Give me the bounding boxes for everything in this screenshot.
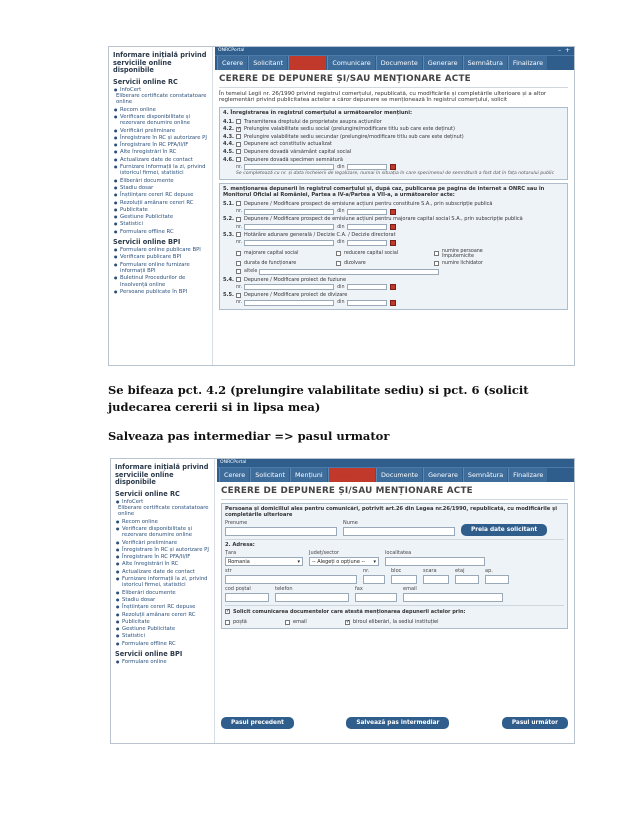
din-label: din bbox=[337, 300, 345, 306]
sidebar-section-rc: Servicii online RC bbox=[113, 77, 178, 86]
scara-input[interactable] bbox=[423, 575, 449, 584]
option-checkbox[interactable] bbox=[236, 201, 241, 206]
save-intermediate-button[interactable]: Salvează pas intermediar bbox=[346, 717, 449, 729]
nume-field bbox=[343, 520, 455, 536]
option-number: 4.4. bbox=[223, 141, 234, 148]
sidebar-item[interactable]: ● Gestiune Publicitate bbox=[113, 214, 212, 220]
main-panel bbox=[217, 459, 574, 743]
option-row bbox=[223, 276, 564, 284]
option-row bbox=[223, 141, 564, 149]
sidebar-item[interactable]: ● Eliberări documente bbox=[113, 178, 212, 184]
sidebar-item[interactable]: ● Înregistrare în RC și autorizare PJ bbox=[113, 135, 212, 141]
sidebar-item[interactable]: ● Formulare online bbox=[115, 659, 214, 665]
nr-label: nr. bbox=[236, 300, 243, 306]
sidebar-item[interactable]: ● Eliberări documente bbox=[115, 590, 214, 596]
option-checkbox[interactable] bbox=[434, 261, 439, 266]
option-number: 4.5. bbox=[223, 148, 234, 155]
din-label: din bbox=[337, 284, 345, 290]
birou-label: biroul eliberări, la sediul instituției bbox=[353, 619, 439, 626]
option-row bbox=[223, 133, 564, 141]
option-number: 4.3. bbox=[223, 133, 234, 140]
calendar-icon[interactable] bbox=[390, 224, 396, 230]
email-checkbox[interactable] bbox=[285, 620, 290, 625]
option-checkbox[interactable] bbox=[236, 157, 241, 162]
sidebar-item[interactable]: ● Publicitate bbox=[115, 619, 214, 625]
screenshot-depuneri bbox=[108, 46, 575, 366]
preia-date-button[interactable]: Preia date solicitant bbox=[461, 524, 547, 536]
sidebar-item[interactable]: ● Verificare publicare BPI bbox=[113, 254, 212, 260]
contact-row bbox=[225, 586, 564, 602]
option-label: majorare capital social bbox=[244, 251, 299, 257]
altele-row bbox=[223, 268, 564, 276]
nr-input[interactable] bbox=[244, 164, 334, 170]
sidebar-title: Informare inițială privind serviciile online disponibile bbox=[113, 51, 207, 75]
grid-option bbox=[336, 261, 434, 266]
date-input[interactable] bbox=[347, 164, 387, 170]
screenshot-comunicare bbox=[110, 458, 575, 744]
option-number: 5.5. bbox=[223, 292, 234, 299]
prenume-field bbox=[225, 520, 337, 536]
nr-field bbox=[363, 568, 385, 584]
page-title: CERERE DE DEPUNERE ȘI/SAU MENȚIONARE ACTE bbox=[219, 74, 568, 88]
etaj-label: etaj bbox=[455, 568, 465, 574]
location-row bbox=[225, 550, 564, 566]
sidebar-item[interactable]: ● Publicitate bbox=[113, 207, 212, 213]
nume-label: Nume bbox=[343, 520, 358, 526]
din-label: din bbox=[337, 164, 345, 170]
option-number: 5.1. bbox=[223, 200, 234, 207]
sidebar-item[interactable]: ● Înștiințare cereri RC depuse bbox=[115, 604, 214, 610]
option-row bbox=[223, 231, 564, 239]
date-input[interactable] bbox=[347, 224, 387, 230]
sidebar-item[interactable]: ● Verificări preliminare bbox=[113, 128, 212, 134]
option-row bbox=[223, 216, 564, 224]
sidebar-item[interactable]: ● Înregistrare în RC și autorizare PJ bbox=[115, 547, 214, 553]
calendar-icon[interactable] bbox=[390, 209, 396, 215]
option-checkbox[interactable] bbox=[236, 251, 241, 256]
fax-field bbox=[355, 586, 397, 602]
grid-option bbox=[336, 249, 434, 259]
fax-input[interactable] bbox=[355, 593, 397, 602]
judet-select[interactable] bbox=[309, 557, 379, 566]
nr-din-row bbox=[223, 239, 564, 247]
option-row bbox=[223, 291, 564, 299]
adresa-section bbox=[225, 539, 564, 602]
grid-option bbox=[434, 249, 514, 259]
delivery-options bbox=[225, 619, 564, 627]
nr-input[interactable] bbox=[244, 300, 334, 306]
option-label: Hotărâre adunare generală / Decizie C.A. / Decizie directorat bbox=[244, 231, 396, 238]
delivery-label: Solicit comunicarea documentelor care atestă menționarea depunerii actelor prin: bbox=[233, 608, 466, 615]
sidebar-item[interactable]: ● Verificări preliminare bbox=[115, 540, 214, 546]
tab-semnatura[interactable]: Semnătura bbox=[463, 56, 507, 70]
option-label: numire lichidator bbox=[442, 260, 483, 266]
cod-label: cod poștal bbox=[225, 586, 251, 592]
option-checkbox[interactable] bbox=[236, 217, 241, 222]
sidebar-item[interactable]: ● Gestiune Publicitate bbox=[115, 626, 214, 632]
sidebar-item[interactable]: ● Înregistrare în RC PFA/II/IF bbox=[113, 142, 212, 148]
email-label: email bbox=[403, 586, 417, 592]
sidebar-section-bpi: Servicii online BPI bbox=[115, 650, 183, 659]
option-number: 4.6. bbox=[223, 156, 234, 163]
option-label: Depunere / Modificare prospect de emisiune acțiuni pentru majorare capital social S.A., prin subscripție publică bbox=[244, 216, 523, 223]
tab-finalizare[interactable]: Finalizare bbox=[508, 468, 547, 482]
adresa-title: 2. Adresa: bbox=[225, 542, 255, 548]
option-checkbox[interactable] bbox=[236, 149, 241, 154]
sidebar-item[interactable]: ● InfoCert bbox=[113, 87, 212, 93]
telefon-field bbox=[275, 586, 349, 602]
tab-generare[interactable]: Generare bbox=[423, 56, 462, 70]
nr-din-row bbox=[223, 283, 564, 291]
option-checkbox[interactable] bbox=[236, 293, 241, 298]
sidebar-item[interactable]: ● Alte înregistrări în RC bbox=[113, 149, 212, 155]
option-checkbox[interactable] bbox=[236, 119, 241, 124]
section-5-title: 5. menționarea depunerii în registrul comerțului și, după caz, publicarea pe pagina de internet a ONRC sau în Monitorul Oficial al României, Partea a IV-a/Partea a VII-a, a următoarelor acte: bbox=[223, 185, 545, 198]
option-label: Depunere act constitutiv actualizat bbox=[244, 141, 332, 148]
option-label: numire persoane împuternicite bbox=[442, 248, 483, 259]
section-5-box bbox=[219, 183, 568, 310]
calendar-icon[interactable] bbox=[390, 164, 396, 170]
option-checkbox[interactable] bbox=[236, 142, 241, 147]
sidebar-item[interactable]: ● Verificare disponibilitate și rezervare denumire online bbox=[113, 114, 212, 127]
page-title: CERERE DE DEPUNERE ȘI/SAU MENȚIONARE ACTE bbox=[221, 486, 568, 500]
delivery-row bbox=[225, 608, 564, 616]
sidebar-item[interactable]: ● Formulare online publicare BPI bbox=[113, 247, 212, 253]
sidebar-item[interactable]: ● Verificare disponibilitate și rezervare denumire online bbox=[115, 526, 214, 539]
option-label: reducere capital social bbox=[344, 251, 399, 257]
telefon-label: telefon bbox=[275, 586, 293, 592]
tara-value: Romania bbox=[228, 558, 250, 565]
section-4-box bbox=[219, 107, 568, 180]
sidebar-item[interactable]: ● Rezoluții amânare cereri RC bbox=[115, 612, 214, 618]
option-checkbox[interactable] bbox=[236, 277, 241, 282]
birou-checkbox-checked[interactable] bbox=[345, 620, 350, 625]
tab-solicitant[interactable]: Solicitant bbox=[250, 468, 289, 482]
street-row bbox=[225, 568, 564, 584]
tab-semnatura[interactable]: Semnătura bbox=[463, 468, 507, 482]
altele-input[interactable] bbox=[259, 269, 439, 275]
next-step-button[interactable]: Pasul următor bbox=[502, 717, 568, 729]
grid-option bbox=[434, 261, 514, 266]
caption-step-2: Salveaza pas intermediar => pasul urmator bbox=[108, 429, 390, 443]
intro-text: În temeiul Legii nr. 26/1990 privind registrul comerțului, republicată, cu modificările și completările ulterioare și a altor reglementări privind publicitatea actelor a căror depunere se menționează în registrul comerțului, solicit bbox=[219, 91, 547, 104]
str-input[interactable] bbox=[225, 575, 357, 584]
option-number: 4.1. bbox=[223, 118, 234, 125]
sidebar-item[interactable]: ● Furnizare informații la zi, privind istoricul firmei, statistici bbox=[115, 576, 214, 589]
sidebar-item[interactable]: ● Formulare offline RC bbox=[113, 229, 212, 235]
nr-input[interactable] bbox=[244, 240, 334, 246]
scara-label: scara bbox=[423, 568, 437, 574]
sidebar-section-bpi: Servicii online BPI bbox=[113, 238, 181, 247]
calendar-icon[interactable] bbox=[390, 240, 396, 246]
sidebar-item[interactable]: ● Formulare online furnizare informații BPI bbox=[113, 262, 212, 275]
localitate-input[interactable] bbox=[385, 557, 485, 566]
window-controls[interactable]: – + bbox=[558, 47, 571, 54]
ap-field bbox=[485, 568, 509, 584]
nr-label: nr. bbox=[236, 284, 243, 290]
chevron-down-icon: ▾ bbox=[373, 558, 376, 565]
option-label: Depunere dovadă vărsământ capital social bbox=[244, 148, 352, 155]
sidebar-item[interactable]: ● Actualizare date de contact bbox=[113, 157, 212, 163]
tab-documente[interactable]: Documente bbox=[376, 468, 422, 482]
cod-field bbox=[225, 586, 269, 602]
sidebar-item[interactable]: ● InfoCert bbox=[115, 499, 214, 505]
sidebar bbox=[109, 47, 213, 365]
nr-input[interactable] bbox=[244, 284, 334, 290]
option-label: Depunere / Modificare proiect de divizare bbox=[244, 292, 348, 299]
grid-option bbox=[236, 261, 336, 266]
tara-field bbox=[225, 550, 303, 566]
tab-depuneri[interactable]: Depuneri bbox=[288, 56, 326, 70]
sidebar-item[interactable]: Eliberare certificate constatatoare online bbox=[118, 505, 209, 518]
window-titlebar bbox=[217, 459, 574, 467]
sidebar-item[interactable]: ● Statistici bbox=[115, 633, 214, 639]
nr-label: nr. bbox=[236, 224, 243, 230]
bloc-field bbox=[391, 568, 417, 584]
option-checkbox[interactable] bbox=[236, 134, 241, 139]
localitate-label: localitatea bbox=[385, 550, 412, 556]
option-number: 4.2. bbox=[223, 126, 234, 133]
chevron-down-icon: ▾ bbox=[297, 558, 300, 565]
tab-bar bbox=[215, 55, 574, 70]
delivery-section bbox=[225, 605, 564, 626]
option-number: 5.3. bbox=[223, 231, 234, 238]
sidebar-item[interactable]: ● Furnizare informații la zi, privind istoricul firmei, statistici bbox=[113, 164, 212, 177]
date-input[interactable] bbox=[347, 300, 387, 306]
sidebar-item[interactable]: ● Persoane publicate în BPI bbox=[113, 289, 212, 295]
sidebar-item[interactable]: ● Alte înregistrări în RC bbox=[115, 561, 214, 567]
ap-label: ap. bbox=[485, 568, 493, 574]
grid-option bbox=[236, 249, 336, 259]
option-row bbox=[223, 125, 564, 133]
nr-label: nr. bbox=[363, 568, 370, 574]
option-grid bbox=[223, 249, 564, 266]
option-number: 5.4. bbox=[223, 276, 234, 283]
email-input[interactable] bbox=[403, 593, 503, 602]
option-label: Transmiterea dreptului de proprietate asupra acțiunilor bbox=[244, 118, 382, 125]
tab-cerere[interactable]: Cerere bbox=[219, 468, 249, 482]
str-field bbox=[225, 568, 357, 584]
tab-generare[interactable]: Generare bbox=[423, 468, 462, 482]
fax-label: fax bbox=[355, 586, 363, 592]
sidebar-title: Informare inițială privind serviciile online disponibile bbox=[115, 463, 209, 487]
tab-comunicare[interactable]: Comunicare bbox=[327, 56, 374, 70]
sidebar-item[interactable]: ● Recom online bbox=[113, 107, 212, 113]
tab-documente[interactable]: Documente bbox=[376, 56, 422, 70]
cod-input[interactable] bbox=[225, 593, 269, 602]
tab-bar bbox=[217, 467, 574, 482]
etaj-field bbox=[455, 568, 479, 584]
nr-din-row bbox=[223, 299, 564, 307]
option-label: Prelungire valabilitate sediu social (prelungire/modificare titlu sub care este deținut) bbox=[244, 126, 455, 133]
calendar-icon[interactable] bbox=[390, 300, 396, 306]
telefon-input[interactable] bbox=[275, 593, 349, 602]
posta-label: poștă bbox=[233, 619, 247, 626]
bloc-label: bloc bbox=[391, 568, 402, 574]
sidebar-item[interactable]: ● Buletinul Procedurilor de Insolvență online bbox=[113, 275, 212, 288]
option-label: durata de funcționare bbox=[244, 260, 297, 266]
tab-mentiuni[interactable]: Mențiuni bbox=[290, 468, 327, 482]
comunicare-box bbox=[221, 503, 568, 629]
prenume-input[interactable] bbox=[225, 527, 337, 536]
option-label: Prelungire valabilitate sediu secundar (prelungire/modificare titlu sub care este deținut) bbox=[244, 133, 464, 140]
bloc-input[interactable] bbox=[391, 575, 417, 584]
sidebar bbox=[111, 459, 215, 743]
sidebar-item[interactable]: ● Rezoluții amânare cereri RC bbox=[113, 200, 212, 206]
sidebar-item[interactable]: ● Statistici bbox=[113, 221, 212, 227]
section-4-note: Se completează cu nr. și data încheierii de legalizare, numai în situația în care specimenul de semnătură a fost dat în fața notarului public bbox=[236, 171, 555, 177]
email-field bbox=[403, 586, 503, 602]
delivery-checkbox-checked[interactable] bbox=[225, 609, 230, 614]
comunicare-title: Persoana și domiciliul ales pentru comunicări, potrivit art.26 din Legea nr.26/1990, republicată, cu modificările și completările ulterioare bbox=[225, 506, 557, 518]
option-checkbox[interactable] bbox=[336, 251, 341, 256]
sidebar-item[interactable]: ● Înștiințare cereri RC depuse bbox=[113, 192, 212, 198]
str-label: str bbox=[225, 568, 232, 574]
scara-field bbox=[423, 568, 449, 584]
date-input[interactable] bbox=[347, 240, 387, 246]
caption-step-1: Se bifeaza pct. 4.2 (prelungire valabilitate sediu) si pct. 6 (solicit judecarea cererii si in lipsa mea) bbox=[108, 383, 529, 414]
option-label: dizolvare bbox=[344, 260, 366, 266]
tara-label: Țara bbox=[225, 550, 237, 556]
sidebar-item[interactable]: ● Recom online bbox=[115, 519, 214, 525]
sidebar-item[interactable]: ● Actualizare date de contact bbox=[115, 569, 214, 575]
calendar-icon[interactable] bbox=[390, 284, 396, 290]
option-label: Depunere / Modificare proiect de fuziune bbox=[244, 276, 347, 283]
prenume-label: Prenume bbox=[225, 520, 248, 526]
tara-select[interactable] bbox=[225, 557, 303, 566]
option-checkbox[interactable] bbox=[236, 232, 241, 237]
nr-label: nr. bbox=[236, 164, 243, 170]
din-label: din bbox=[337, 209, 345, 215]
email-option-label: email bbox=[293, 619, 307, 626]
main-panel bbox=[215, 47, 574, 365]
option-label: Depunere / Modificare prospect de emisiune acțiuni pentru constituire S.A., prin subscripție publică bbox=[244, 200, 493, 207]
din-label: din bbox=[337, 240, 345, 246]
altele-label: altele bbox=[244, 269, 258, 275]
previous-step-button[interactable]: Pasul precedent bbox=[221, 717, 294, 729]
tab-finalizare[interactable]: Finalizare bbox=[508, 56, 547, 70]
window-title: ONRCPortal bbox=[220, 460, 247, 465]
option-number: 5.2. bbox=[223, 216, 234, 223]
judet-label: Județ/sector bbox=[309, 550, 340, 556]
tab-cerere[interactable]: Cerere bbox=[217, 56, 247, 70]
option-row bbox=[223, 156, 564, 164]
date-input[interactable] bbox=[347, 209, 387, 215]
sidebar-item[interactable]: ● Stadiu dosar bbox=[113, 185, 212, 191]
nr-input[interactable] bbox=[363, 575, 385, 584]
nume-input[interactable] bbox=[343, 527, 455, 536]
option-row bbox=[223, 148, 564, 156]
sidebar-item[interactable]: ● Stadiu dosar bbox=[115, 597, 214, 603]
name-row bbox=[225, 520, 564, 536]
nr-din-row bbox=[223, 223, 564, 231]
tab-comunicare[interactable]: Comunicare bbox=[328, 468, 375, 482]
sidebar-section-rc: Servicii online RC bbox=[115, 489, 180, 498]
posta-checkbox[interactable] bbox=[225, 620, 230, 625]
window-titlebar bbox=[215, 47, 574, 55]
tab-solicitant[interactable]: Solicitant bbox=[248, 56, 287, 70]
option-checkbox[interactable] bbox=[236, 269, 241, 274]
section-4-title: 4. Înregistrarea în registrul comerțului a următoarelor mențiuni: bbox=[223, 109, 413, 116]
option-row bbox=[223, 118, 564, 126]
nr-label: nr. bbox=[236, 240, 243, 246]
sidebar-item[interactable]: ● Formulare offline RC bbox=[115, 641, 214, 647]
option-checkbox[interactable] bbox=[434, 251, 439, 256]
option-checkbox-checked[interactable] bbox=[236, 127, 241, 132]
option-checkbox[interactable] bbox=[236, 261, 241, 266]
judet-value: -- Alegeți o opțiune -- bbox=[312, 558, 366, 565]
etaj-input[interactable] bbox=[455, 575, 479, 584]
nr-din-row bbox=[223, 208, 564, 216]
nr-label: nr. bbox=[236, 209, 243, 215]
date-input[interactable] bbox=[347, 284, 387, 290]
option-checkbox[interactable] bbox=[336, 261, 341, 266]
option-row bbox=[223, 200, 564, 208]
sidebar-item[interactable]: Eliberare certificate constatatoare online bbox=[116, 93, 207, 106]
sidebar-item[interactable]: ● Înregistrare în RC PFA/II/IF bbox=[115, 554, 214, 560]
nr-input[interactable] bbox=[244, 209, 334, 215]
wizard-buttons bbox=[221, 717, 568, 729]
window-title: ONRCPortal bbox=[218, 48, 245, 53]
din-label: din bbox=[337, 224, 345, 230]
judet-field bbox=[309, 550, 379, 566]
ap-input[interactable] bbox=[485, 575, 509, 584]
option-label: Depunere dovadă specimen semnătură bbox=[244, 156, 343, 163]
localitate-field bbox=[385, 550, 485, 566]
nr-input[interactable] bbox=[244, 224, 334, 230]
